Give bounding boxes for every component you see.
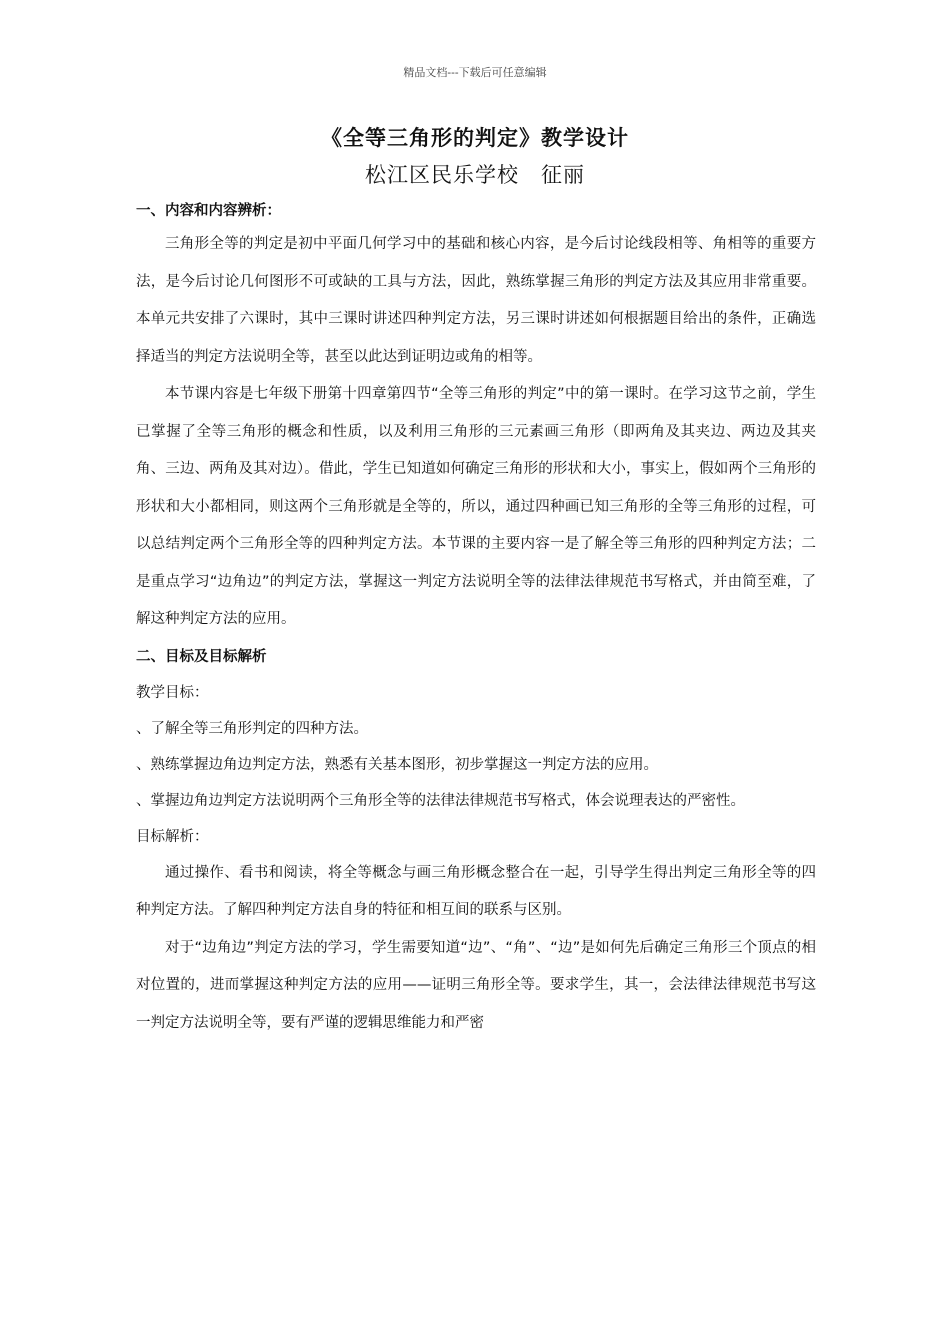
goal-item: 、掌握边角边判定方法说明两个三角形全等的法律法律规范书写格式，体会说理表达的严密性。 (136, 792, 745, 809)
document-title: 《全等三角形的判定》教学设计 (321, 126, 629, 150)
paragraph: 对于“边角边”判定方法的学习，学生需要知道“边”、“角”、“边”是如何先后确定三角形三个顶点的相对位置的，进而掌握这种判定方法的应用——证明三角形全等。要求学生，其一，会法律法律规范书写这一判定方法说明全等，要有严谨的逻辑思维能力和严密 (136, 939, 816, 1031)
author-line: 松江区民乐学校 征丽 (365, 163, 585, 187)
analysis-label: 目标解析： (136, 828, 209, 845)
goal-item: 、熟练掌握边角边判定方法，熟悉有关基本图形，初步掌握这一判定方法的应用。 (136, 756, 658, 773)
section-heading-content-analysis: 一、内容和内容辨析： (136, 203, 281, 219)
paragraph: 本节课内容是七年级下册第十四章第四节“全等三角形的判定”中的第一课时。在学习这节之前，学生已掌握了全等三角形的概念和性质，以及利用三角形的三元素画三角形（即两角及其夹边、两边及其夹角、三边、两角及其对边）。借此，学生已知道如何确定三角形的形状和大小，事实上，假如两个三角形的形状和大小都相同，则这两个三角形就是全等的，所以，通过四种画已知三角形的全等三角形的过程，可以总结判定两个三角形全等的四种判定方法。本节课的主要内容一是了解全等三角形的四种判定方法；二是重点学习“边角边”的判定方法，掌握这一判定方法说明全等的法律法律规范书写格式，并由简至难，了解这种判定方法的应用。 (136, 386, 816, 627)
document-body (136, 196, 816, 1042)
paragraph: 三角形全等的判定是初中平面几何学习中的基础和核心内容，是今后讨论线段相等、角相等的重要方法，是今后讨论几何图形不可或缺的工具与方法，因此，熟练掌握三角形的判定方法及其应用非常重要。本单元共安排了六课时，其中三课时讲述四种判定方法，另三课时讲述如何根据题目给出的条件，正确选择适当的判定方法说明全等，甚至以此达到证明边或角的相等。 (136, 236, 816, 365)
section-heading-goals: 二、目标及目标解析 (136, 648, 267, 665)
paragraph: 通过操作、看书和阅读，将全等概念与画三角形概念整合在一起，引导学生得出判定三角形全等的四种判定方法。了解四种判定方法自身的特征和相互间的联系与区别。 (136, 864, 816, 918)
goal-item: 、了解全等三角形判定的四种方法。 (136, 720, 368, 737)
goals-label: 教学目标： (136, 684, 209, 701)
page-header-note: 精品文档---下载后可任意编辑 (403, 66, 547, 79)
